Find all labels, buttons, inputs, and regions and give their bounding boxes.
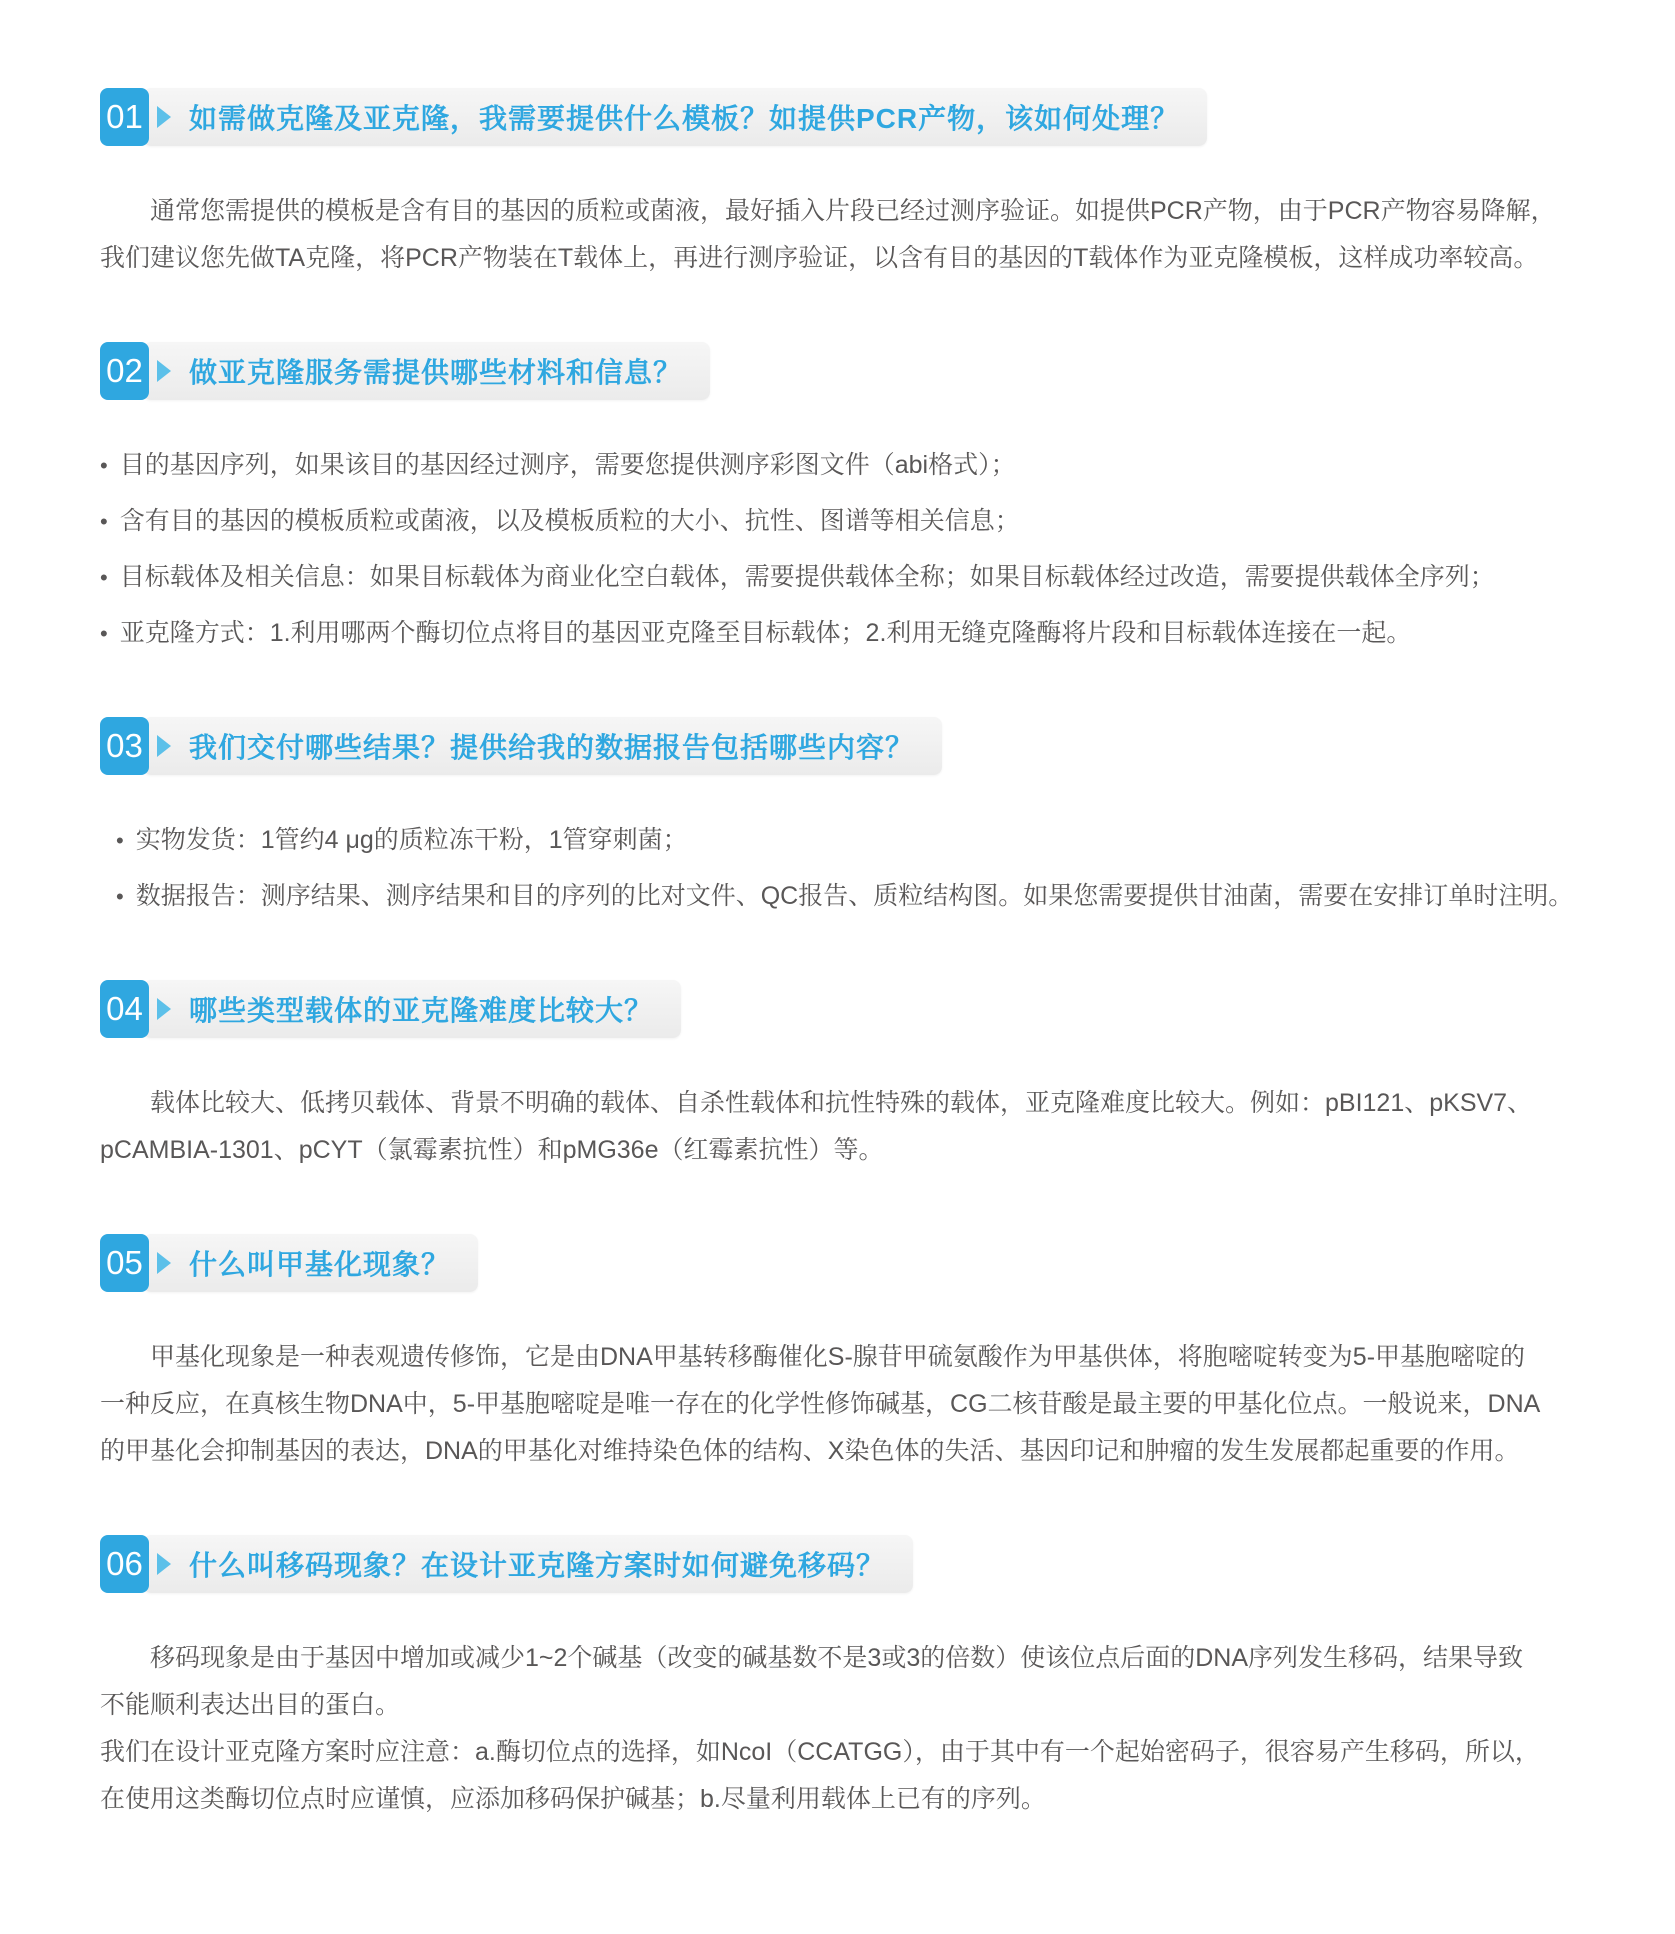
section-body: [100, 442, 1575, 657]
paragraph-line: 通常您需提供的模板是含有目的基因的质粒或菌液，最好插入片段已经过测序验证。如提供PCR产物，由于PCR产物容易降解，: [150, 197, 1556, 225]
bullet-text: 含有目的基因的模板质粒或菌液，以及模板质粒的大小、抗性、图谱等相关信息；: [119, 507, 1020, 535]
section-title: 哪些类型载体的亚克隆难度比较大？: [189, 995, 654, 1026]
paragraph-line: 移码现象是由于基因中增加或减少1~2个碱基（改变的碱基数不是3或3的倍数）使该位点后面的DNA序列发生移码，结果导致: [150, 1644, 1524, 1672]
paragraph-line: 我们建议您先做TA克隆，将PCR产物装在T载体上，再进行测序验证，以含有目的基因的T载体作为亚克隆模板，这样成功率较高。: [100, 244, 1539, 272]
faq-content: [100, 88, 1575, 1823]
section-title: 我们交付哪些结果？提供给我的数据报告包括哪些内容？: [189, 732, 915, 763]
paragraph-line: 载体比较大、低拷贝载体、背景不明确的载体、自杀性载体和抗性特殊的载体，亚克隆难度比较大。例如：pBI121、pKSV7、: [150, 1089, 1533, 1117]
faq-section-05: [100, 1234, 1575, 1475]
section-title-bar: [143, 717, 942, 775]
section-number: 05: [106, 1244, 143, 1281]
paragraph-line: 我们在设计亚克隆方案时应注意：a.酶切位点的选择，如NcoI（CCATGG），由于其中有一个起始密码子，很容易产生移码，所以，: [100, 1738, 1540, 1766]
section-body: [100, 1635, 1575, 1823]
paragraph-line: 的甲基化会抑制基因的表达，DNA的甲基化对维持染色体的结构、X染色体的失活、基因印记和肿瘤的发生发展都起重要的作用。: [100, 1437, 1520, 1465]
section-title-bar: [143, 1535, 913, 1593]
section-body: [100, 1334, 1575, 1475]
section-number: 01: [106, 98, 143, 135]
bullet-item: [116, 817, 1575, 864]
section-number-badge: [100, 717, 149, 775]
section-number-badge: [100, 342, 149, 400]
section-header: [100, 717, 1575, 775]
section-header: [100, 1234, 1575, 1292]
bullet-icon: •: [100, 509, 108, 534]
section-body: [100, 1080, 1575, 1174]
bullet-icon: •: [116, 828, 124, 853]
faq-section-01: [100, 88, 1575, 282]
faq-section-03: [100, 717, 1575, 920]
bullet-icon: •: [116, 884, 124, 909]
bullet-text: 目标载体及相关信息：如果目标载体为商业化空白载体，需要提供载体全称；如果目标载体经过改造，需要提供载体全序列；: [119, 563, 1495, 591]
paragraph-line: 一种反应，在真核生物DNA中，5-甲基胞嘧啶是唯一存在的化学性修饰碱基，CG二核苷酸是最主要的甲基化位点。一般说来，DNA: [100, 1390, 1541, 1418]
bullet-icon: •: [100, 453, 108, 478]
section-body: [100, 817, 1575, 920]
faq-section-02: [100, 342, 1575, 657]
paragraph-line: 甲基化现象是一种表观遗传修饰，它是由DNA甲基转移酶催化S-腺苷甲硫氨酸作为甲基供体，将胞嘧啶转变为5-甲基胞嘧啶的: [150, 1343, 1526, 1371]
faq-section-04: [100, 980, 1575, 1174]
bullet-text: 数据报告：测序结果、测序结果和目的序列的比对文件、QC报告、质粒结构图。如果您需要提供甘油菌，需要在安排订单时注明。: [135, 882, 1574, 910]
bullet-text: 亚克隆方式：1.利用哪两个酶切位点将目的基因亚克隆至目标载体；2.利用无缝克隆酶将片段和目标载体连接在一起。: [119, 619, 1412, 647]
faq-section-06: [100, 1535, 1575, 1823]
section-number: 03: [106, 727, 143, 764]
section-body: [100, 188, 1575, 282]
section-title: 如需做克隆及亚克隆，我需要提供什么模板？如提供PCR产物，该如何处理？: [189, 103, 1180, 134]
bullet-item: [116, 873, 1575, 920]
section-number-badge: [100, 88, 149, 146]
section-header: [100, 1535, 1575, 1593]
section-title: 什么叫甲基化现象？: [189, 1249, 451, 1280]
section-number: 04: [106, 990, 143, 1027]
bullet-item: [100, 498, 1575, 545]
bullet-icon: •: [100, 621, 108, 646]
section-title-bar: [143, 88, 1207, 146]
bullet-text: 目的基因序列，如果该目的基因经过测序，需要您提供测序彩图文件（abi格式）；: [119, 451, 1016, 479]
bullet-item: [100, 610, 1575, 657]
section-number-badge: [100, 1535, 149, 1593]
arrow-right-icon: [157, 1252, 171, 1274]
bullet-item: [100, 554, 1575, 601]
arrow-right-icon: [157, 106, 171, 128]
arrow-right-icon: [157, 998, 171, 1020]
arrow-right-icon: [157, 735, 171, 757]
section-number-badge: [100, 1234, 149, 1292]
bullet-item: [100, 442, 1575, 489]
arrow-right-icon: [157, 360, 171, 382]
paragraph-line: 在使用这类酶切位点时应谨慎，应添加移码保护碱基；b.尽量利用载体上已有的序列。: [100, 1785, 1046, 1813]
section-header: [100, 980, 1575, 1038]
section-number: 02: [106, 352, 143, 389]
section-header: [100, 88, 1575, 146]
section-title-bar: [143, 342, 710, 400]
section-number: 06: [106, 1545, 143, 1582]
section-header: [100, 342, 1575, 400]
section-title: 什么叫移码现象？在设计亚克隆方案时如何避免移码？: [189, 1550, 886, 1581]
section-title-bar: [143, 1234, 478, 1292]
arrow-right-icon: [157, 1553, 171, 1575]
bullet-text: 实物发货：1管约4 μg的质粒冻干粉，1管穿刺菌；: [135, 826, 688, 854]
section-number-badge: [100, 980, 149, 1038]
section-title: 做亚克隆服务需提供哪些材料和信息？: [189, 357, 683, 388]
paragraph-line: pCAMBIA-1301、pCYT（氯霉素抗性）和pMG36e（红霉素抗性）等。: [100, 1136, 884, 1164]
section-title-bar: [143, 980, 681, 1038]
paragraph-line: 不能顺利表达出目的蛋白。: [100, 1691, 401, 1719]
bullet-icon: •: [100, 565, 108, 590]
